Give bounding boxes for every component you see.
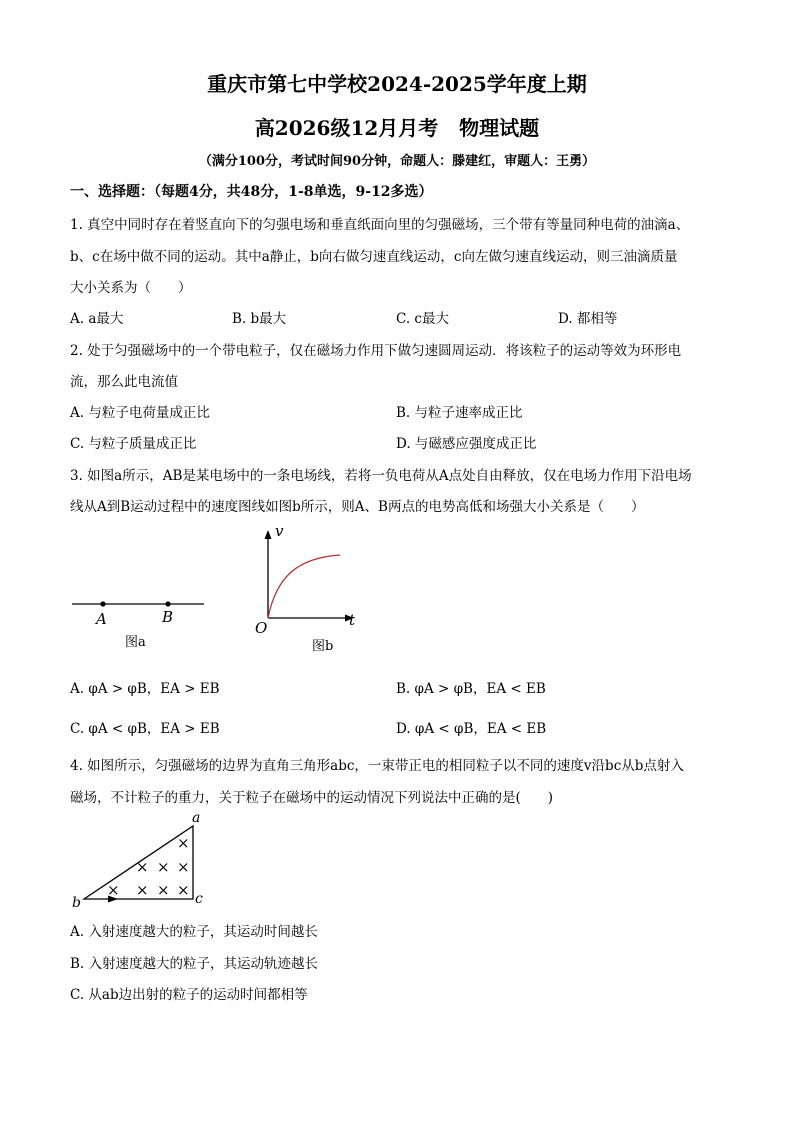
q1-option-b: B. b最大 bbox=[232, 311, 287, 327]
q3-label-v: v bbox=[275, 522, 284, 540]
exam-title: 重庆市第七中学校2024-2025学年度上期 bbox=[207, 72, 587, 96]
q4-cross: × bbox=[157, 858, 170, 876]
q3-label-t: t bbox=[349, 611, 356, 629]
q3-line1: 3. 如图a所示，AB是某电场中的一条电场线，若将一负电荷从A点处自由释放，仅在电场力作用下沿电场 bbox=[70, 468, 692, 484]
q4-cross: × bbox=[177, 881, 190, 899]
q1-line1: 1. 真空中同时存在着竖直向下的匀强电场和垂直纸面向里的匀强磁场，三个带有等量同种电荷的油滴a、 bbox=[70, 217, 690, 233]
q4-line2: 磁场，不计粒子的重力，关于粒子在磁场中的运动情况下列说法中正确的是( ) bbox=[70, 790, 554, 806]
q4-option-b: B. 入射速度越大的粒子，其运动轨迹越长 bbox=[70, 956, 319, 972]
q1-option-c: C. c最大 bbox=[396, 311, 449, 327]
q4-cross: × bbox=[157, 881, 170, 899]
q3-velocity-curve bbox=[268, 555, 340, 618]
q2-line1: 2. 处于匀强磁场中的一个带电粒子，仅在磁场力作用下做匀速圆周运动．将该粒子的运动等效为环形电 bbox=[70, 343, 682, 359]
exam-subtitle: 高2026级12月月考 物理试题 bbox=[254, 116, 540, 140]
q3-label-o: O bbox=[255, 619, 268, 637]
q2-line2: 流，那么此电流值 bbox=[70, 374, 178, 390]
q4-cross: × bbox=[136, 881, 149, 899]
q3-option-d: D. φA < φB，EA < EB bbox=[396, 721, 547, 737]
q4-cross: × bbox=[107, 881, 120, 899]
q3-option-b: B. φA > φB，EA < EB bbox=[396, 681, 546, 697]
q1-line3: 大小关系为（ ） bbox=[70, 280, 192, 296]
q3-option-c: C. φA < φB，EA > EB bbox=[70, 721, 220, 737]
q1-line2: b、c在场中做不同的运动。其中a静止，b向右做匀速直线运动，c向左做匀速直线运动，则三油滴质量 bbox=[70, 249, 678, 265]
q3-label-a: A bbox=[96, 610, 107, 628]
q3-figure-a bbox=[68, 590, 208, 655]
q2-option-b: B. 与粒子速率成正比 bbox=[396, 405, 523, 421]
q2-option-c: C. 与粒子质量成正比 bbox=[70, 436, 197, 452]
q4-line1: 4. 如图所示，匀强磁场的边界为直角三角形abc，一束带正电的相同粒子以不同的速度v沿bc从b点射入 bbox=[70, 758, 684, 774]
q4-cross: × bbox=[136, 858, 149, 876]
q3-caption-a: 图a bbox=[125, 635, 146, 650]
q4-label-a: a bbox=[192, 810, 201, 826]
q2-option-d: D. 与磁感应强度成正比 bbox=[396, 436, 537, 452]
exam-info: （满分100分，考试时间90分钟，命题人：滕建红，审题人：王勇） bbox=[198, 154, 596, 169]
q1-option-a: A. a最大 bbox=[70, 311, 124, 327]
q1-option-d: D. 都相等 bbox=[558, 311, 618, 327]
q3-figure-b bbox=[250, 522, 370, 657]
q4-option-a: A. 入射速度越大的粒子，其运动时间越长 bbox=[70, 924, 318, 940]
section-heading: 一、选择题：（每题4分，共48分，1-8单选，9-12多选） bbox=[70, 184, 433, 200]
q4-cross: × bbox=[177, 858, 190, 876]
q4-label-b: b bbox=[72, 895, 81, 911]
q3-line2: 线从A到B运动过程中的速度图线如图b所示，则A、B两点的电势高低和场强大小关系是（ ） bbox=[70, 499, 645, 515]
q4-label-c: c bbox=[195, 891, 203, 907]
q3-option-a: A. φA > φB，EA > EB bbox=[70, 681, 220, 697]
q2-option-a: A. 与粒子电荷量成正比 bbox=[70, 405, 210, 421]
q3-caption-b: 图b bbox=[312, 639, 334, 654]
q4-cross: × bbox=[177, 834, 190, 852]
q4-option-c: C. 从ab边出射的粒子的运动时间都相等 bbox=[70, 987, 308, 1003]
q4-triangle-figure bbox=[66, 808, 216, 913]
q3-label-b: B bbox=[162, 608, 174, 626]
